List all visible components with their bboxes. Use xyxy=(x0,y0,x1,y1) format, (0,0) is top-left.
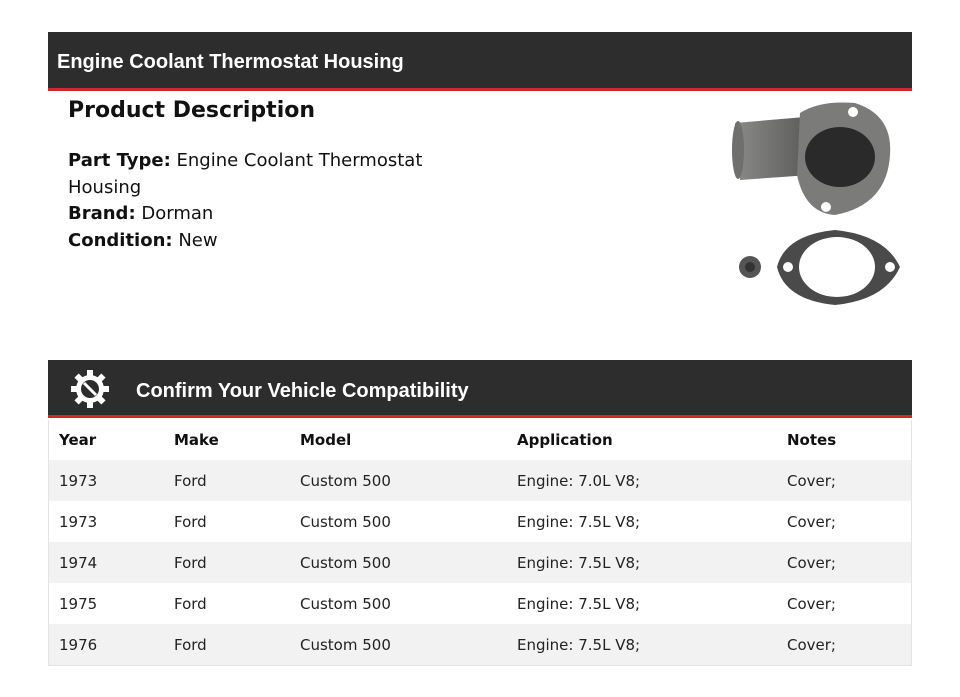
cell-application: Engine: 7.5L V8; xyxy=(517,512,641,531)
cell-year: 1975 xyxy=(59,594,98,613)
cell-year: 1974 xyxy=(49,542,165,583)
page-title: Engine Coolant Thermostat Housing xyxy=(57,51,404,73)
compatibility-table xyxy=(48,420,912,666)
cell-application: Engine: 7.5L V8; xyxy=(517,594,641,613)
cell-application: Engine: 7.5L V8; xyxy=(507,542,777,583)
gear-wrench-icon xyxy=(70,369,110,409)
brand-label: Brand: xyxy=(68,203,136,224)
cell-model: Custom 500 xyxy=(300,594,391,613)
cell-model: Custom 500 xyxy=(290,542,507,583)
description-heading: Product Description xyxy=(68,98,316,123)
brand-value: Dorman xyxy=(141,203,214,224)
cell-model: Custom 500 xyxy=(300,512,391,531)
compatibility-bar xyxy=(48,360,912,418)
compatibility-title: Confirm Your Vehicle Compatibility xyxy=(136,380,469,402)
table-header-row xyxy=(49,420,912,460)
cell-year: 1973 xyxy=(49,460,165,501)
cell-year: 1976 xyxy=(49,624,165,666)
col-model: Model xyxy=(300,431,352,449)
cell-model: Custom 500 xyxy=(290,460,507,501)
condition-row xyxy=(68,228,448,255)
part-type-label: Part Type: xyxy=(68,150,171,171)
col-application: Application xyxy=(517,431,613,449)
product-image xyxy=(725,95,910,325)
cell-year: 1973 xyxy=(59,512,98,531)
cell-notes: Cover; xyxy=(787,594,836,613)
table-row xyxy=(49,501,912,542)
cell-model: Custom 500 xyxy=(290,624,507,666)
cell-application: Engine: 7.5L V8; xyxy=(507,624,777,666)
table-row xyxy=(49,624,912,666)
cell-application: Engine: 7.0L V8; xyxy=(507,460,777,501)
cell-make: Ford xyxy=(164,460,290,501)
col-notes: Notes xyxy=(787,431,837,449)
col-make: Make xyxy=(174,431,219,449)
title-bar xyxy=(48,32,912,91)
part-type-row xyxy=(68,148,448,201)
cell-make: Ford xyxy=(164,624,290,666)
cell-make: Ford xyxy=(164,542,290,583)
table-row xyxy=(49,583,912,624)
table-row xyxy=(49,460,912,501)
condition-label: Condition: xyxy=(68,229,173,251)
brand-row xyxy=(68,201,448,228)
part-type-value: Engine Coolant Thermostat Housing xyxy=(68,150,423,198)
col-year: Year xyxy=(59,431,97,449)
cell-notes: Cover; xyxy=(777,460,912,501)
cell-notes: Cover; xyxy=(777,542,912,583)
product-description xyxy=(68,98,448,254)
cell-notes: Cover; xyxy=(787,512,836,531)
condition-value: New xyxy=(178,229,218,251)
table-row xyxy=(49,542,912,583)
cell-make: Ford xyxy=(174,512,207,531)
cell-notes: Cover; xyxy=(777,624,912,666)
cell-make: Ford xyxy=(174,594,207,613)
